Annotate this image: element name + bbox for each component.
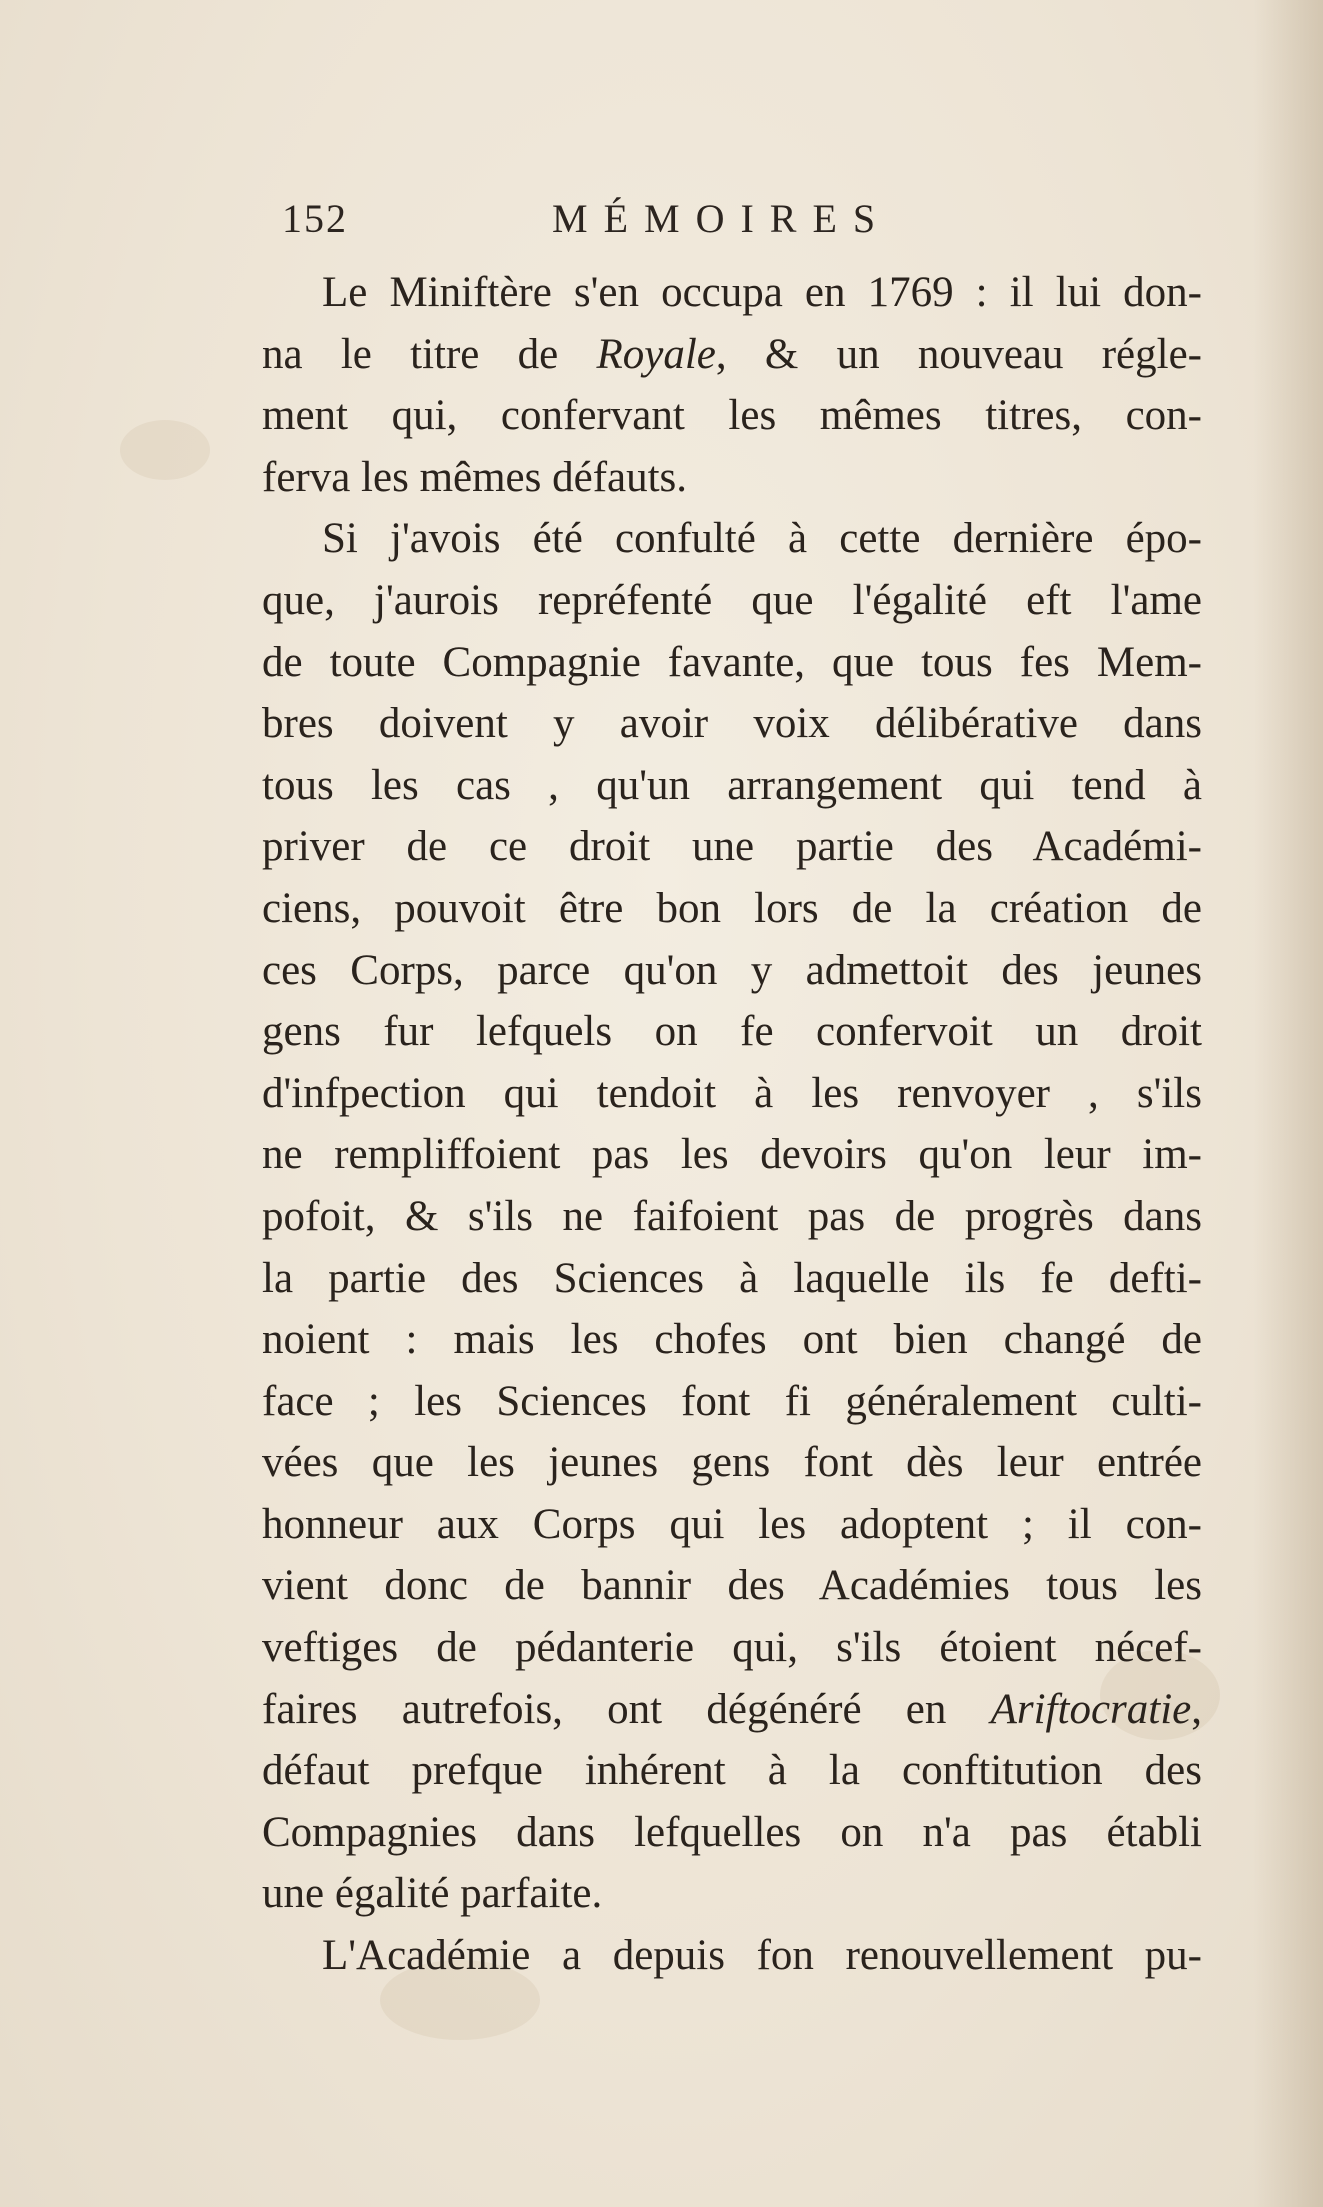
- text-line: Compagnies dans lefquelles on n'a pas établi: [262, 1808, 1202, 1856]
- text-line: tous les cas , qu'un arrangement qui tend à: [262, 761, 1202, 809]
- italic-word: Ariftocratie: [990, 1685, 1192, 1733]
- text-line: faires autrefois, ont dégénéré en Ariftocratie,: [262, 1685, 1202, 1733]
- text-line: face ; les Sciences font fi généralement culti-: [262, 1377, 1202, 1425]
- spine-shadow: [1253, 0, 1323, 2207]
- text-line: Le Miniftère s'en occupa en 1769 : il lui don-: [322, 269, 1202, 316]
- page-header: [282, 195, 962, 251]
- text-line: la partie des Sciences à laquelle ils fe defti-: [262, 1254, 1202, 1302]
- text-line: bres doivent y avoir voix délibérative dans: [262, 700, 1202, 748]
- body-text: [262, 262, 1202, 1987]
- text-line: pofoit, & s'ils ne faifoient pas de progrès dans: [262, 1192, 1202, 1240]
- text-line: une égalité parfaite.: [262, 1870, 603, 1918]
- text-line: L'Académie a depuis fon renouvellement pu-: [322, 1932, 1202, 1980]
- text-line: honneur aux Corps qui les adoptent ; il con-: [262, 1500, 1202, 1548]
- text-line: ciens, pouvoit être bon lors de la création de: [262, 884, 1202, 932]
- text-line: vient donc de bannir des Académies tous les: [262, 1562, 1202, 1610]
- text-line: défaut prefque inhérent à la conftitution des: [262, 1747, 1202, 1795]
- text-line: ces Corps, parce qu'on y admettoit des jeunes: [262, 946, 1202, 994]
- text-line: priver de ce droit une partie des Académi-: [262, 823, 1202, 871]
- italic-word: Royale: [596, 330, 716, 378]
- running-title: MÉMOIRES: [552, 196, 892, 241]
- text-line: Si j'avois été confulté à cette dernière épo-: [322, 515, 1202, 563]
- text-line: veftiges de pédanterie qui, s'ils étoient nécef-: [262, 1624, 1202, 1672]
- text-line: ne rempliffoient pas les devoirs qu'on leur im-: [262, 1131, 1202, 1179]
- text-line: gens fur lefquels on fe confervoit un droit: [262, 1008, 1202, 1056]
- text-line: que, j'aurois repréfenté que l'égalité eft l'ame: [262, 576, 1202, 624]
- text-line: noient : mais les chofes ont bien changé de: [262, 1316, 1202, 1364]
- text-line: d'infpection qui tendoit à les renvoyer , s'ils: [262, 1069, 1202, 1117]
- text-line: vées que les jeunes gens font dès leur entrée: [262, 1439, 1202, 1487]
- text-line: de toute Compagnie favante, que tous fes Mem-: [262, 638, 1202, 686]
- text-line: ferva les mêmes défauts.: [262, 453, 688, 501]
- text-line: na le titre de Royale, & un nouveau régle-: [262, 330, 1202, 378]
- page-number: 152: [282, 196, 348, 241]
- text-line: ment qui, confervant les mêmes titres, con-: [262, 392, 1202, 440]
- paper-stain: [120, 420, 210, 480]
